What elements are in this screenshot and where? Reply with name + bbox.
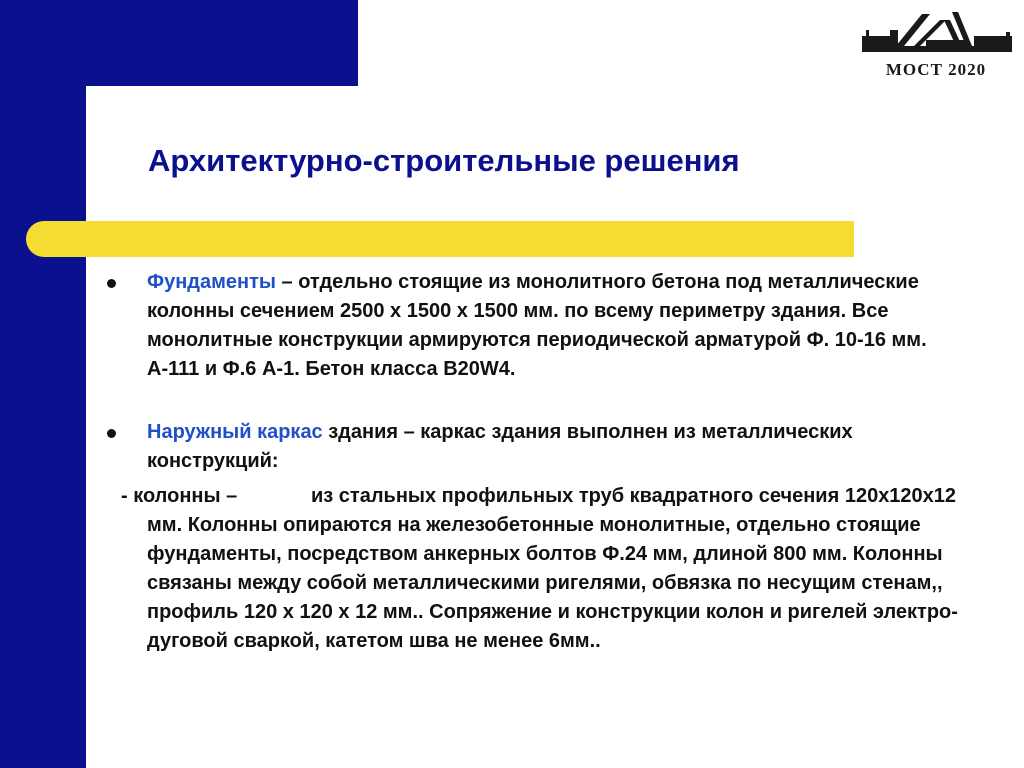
bullet-dot — [107, 279, 116, 288]
slide-content — [103, 268, 963, 656]
sub-item-columns — [103, 482, 963, 656]
bullet-frame — [103, 418, 963, 476]
yellow-divider-bar — [26, 221, 854, 257]
text-foundations: – отдельно стоящие из монолитного бетона под металлические колонны сечением 2500 х 1500 х 1500 мм. по всему периметру здания. Все монолитные конструкции армируются периодической арматурой Ф. 10-16 мм. А-111 и Ф.6 А-1. Бетон класса В20W4. — [147, 271, 927, 380]
term-frame: Наружный каркас — [147, 421, 323, 443]
rounded-corner — [86, 86, 146, 146]
text-frame: здания – каркас здания выполнен из металлических конструкций: — [147, 421, 853, 472]
slide-title: Архитектурно-строительные решения — [148, 143, 740, 178]
bullet-foundations — [103, 268, 963, 384]
bullet-dot — [107, 429, 116, 438]
sub-item-prefix: - колонны – — [121, 485, 238, 507]
term-foundations: Фундаменты — [147, 271, 276, 293]
logo-text: МОСТ 2020 — [885, 60, 987, 79]
sub-item-text: из стальных профильных труб квадратного сечения 120х120х12 мм. Колонны опираются на железобетонные монолитные, отдельно стоящие фундаменты, посредством анкерных болтов Ф.24 мм, длиной 800 мм. Колонны связаны между собой металлическими ригелями, обвязка по несущим стенам,, профиль 120 х 120 х 12 мм.. Сопряжение и конструкции колон и ригелей электро-дуговой сваркой, катетом шва не менее 6мм.. — [147, 485, 958, 652]
top-navy-band — [0, 0, 358, 86]
left-navy-band — [0, 0, 86, 768]
bridge-icon — [856, 10, 1016, 62]
logo — [856, 10, 1016, 80]
